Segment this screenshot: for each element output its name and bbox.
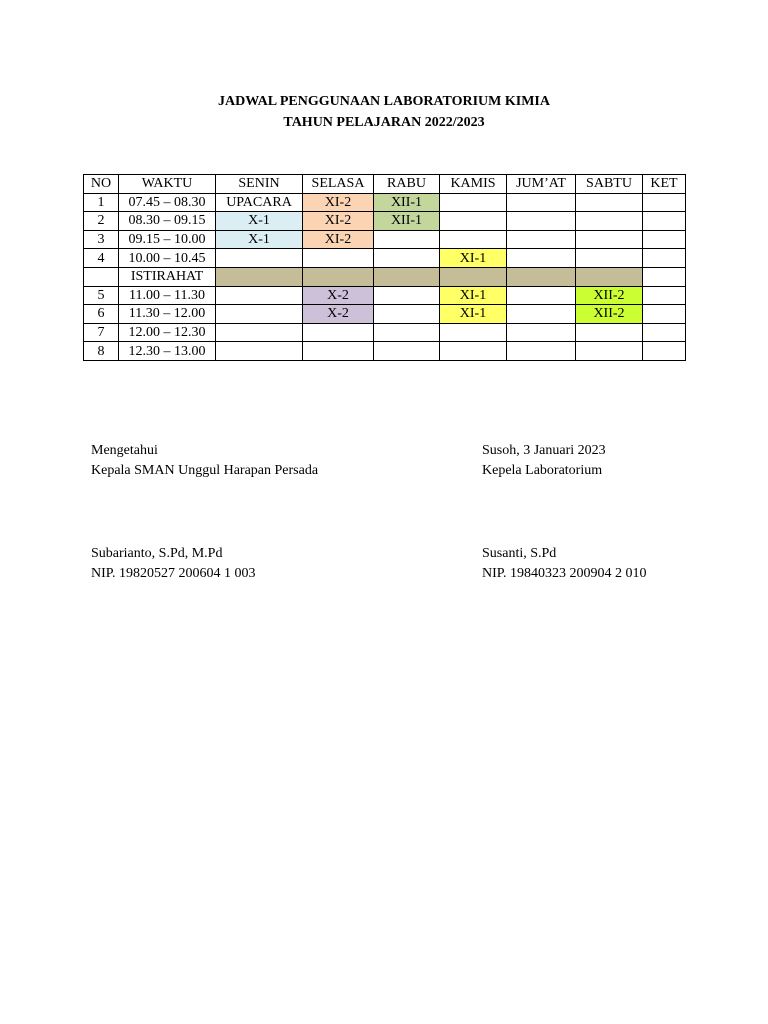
left-position-label: Kepala SMAN Unggul Harapan Persada bbox=[91, 463, 319, 478]
row-number: 8 bbox=[84, 342, 119, 361]
schedule-cell bbox=[576, 249, 643, 268]
schedule-cell bbox=[374, 305, 440, 324]
schedule-cell bbox=[440, 212, 507, 231]
time-cell: 08.30 – 09.15 bbox=[119, 212, 216, 231]
column-header: WAKTU bbox=[119, 175, 216, 194]
schedule-cell bbox=[303, 249, 374, 268]
row-number: 6 bbox=[84, 305, 119, 324]
schedule-cell bbox=[507, 230, 576, 249]
column-header: NO bbox=[84, 175, 119, 194]
column-header: SELASA bbox=[303, 175, 374, 194]
time-cell: 10.00 – 10.45 bbox=[119, 249, 216, 268]
schedule-cell bbox=[374, 342, 440, 361]
schedule-cell: X-1 bbox=[216, 230, 303, 249]
time-cell: 11.30 – 12.00 bbox=[119, 305, 216, 324]
schedule-cell bbox=[643, 305, 686, 324]
schedule-cell bbox=[440, 323, 507, 342]
schedule-cell bbox=[440, 267, 507, 286]
schedule-cell bbox=[507, 193, 576, 212]
document-title: JADWAL PENGGUNAAN LABORATORIUM KIMIA bbox=[217, 94, 550, 109]
left-signature-block bbox=[91, 441, 318, 481]
schedule-cell bbox=[576, 212, 643, 231]
schedule-cell bbox=[216, 323, 303, 342]
row-number: 5 bbox=[84, 286, 119, 305]
schedule-cell bbox=[576, 342, 643, 361]
schedule-cell bbox=[507, 249, 576, 268]
schedule-cell: XII-1 bbox=[374, 212, 440, 231]
schedule-cell bbox=[576, 267, 643, 286]
schedule-cell: XII-2 bbox=[576, 305, 643, 324]
schedule-cell: UPACARA bbox=[216, 193, 303, 212]
schedule-cell: XI-1 bbox=[440, 286, 507, 305]
column-header: KAMIS bbox=[440, 175, 507, 194]
schedule-cell bbox=[303, 323, 374, 342]
schedule-cell: X-1 bbox=[216, 212, 303, 231]
schedule-cell bbox=[440, 230, 507, 249]
schedule-cell bbox=[507, 286, 576, 305]
right-signer-nip: NIP. 19840323 200904 2 010 bbox=[482, 566, 647, 581]
table-row bbox=[84, 286, 686, 305]
table-row bbox=[84, 212, 686, 231]
row-number: 7 bbox=[84, 323, 119, 342]
row-number: 1 bbox=[84, 193, 119, 212]
left-signer-nip: NIP. 19820527 200604 1 003 bbox=[91, 566, 256, 581]
schedule-cell: XI-2 bbox=[303, 230, 374, 249]
schedule-cell: XI-2 bbox=[303, 193, 374, 212]
schedule-cell: XI-1 bbox=[440, 249, 507, 268]
schedule-cell bbox=[507, 305, 576, 324]
schedule-cell bbox=[507, 212, 576, 231]
schedule-cell bbox=[374, 249, 440, 268]
schedule-cell bbox=[576, 193, 643, 212]
schedule-cell bbox=[440, 342, 507, 361]
row-number: 3 bbox=[84, 230, 119, 249]
right-signature-block bbox=[482, 441, 606, 481]
column-header: KET bbox=[643, 175, 686, 194]
table-row bbox=[84, 267, 686, 286]
table-row bbox=[84, 193, 686, 212]
schedule-cell bbox=[576, 230, 643, 249]
left-signer-name: Subarianto, S.Pd, M.Pd bbox=[91, 546, 223, 561]
time-cell: 07.45 – 08.30 bbox=[119, 193, 216, 212]
schedule-cell bbox=[440, 193, 507, 212]
column-header: SABTU bbox=[576, 175, 643, 194]
header-row bbox=[84, 175, 686, 194]
schedule-cell bbox=[216, 342, 303, 361]
schedule-cell bbox=[643, 267, 686, 286]
table-row bbox=[84, 230, 686, 249]
schedule-cell bbox=[374, 267, 440, 286]
table-row bbox=[84, 305, 686, 324]
right-place-date: Susoh, 3 Januari 2023 bbox=[482, 443, 606, 458]
left-acknowledge-label: Mengetahui bbox=[91, 443, 158, 458]
schedule-cell bbox=[643, 323, 686, 342]
column-header: JUM’AT bbox=[507, 175, 576, 194]
schedule-cell bbox=[374, 230, 440, 249]
schedule-cell bbox=[643, 342, 686, 361]
schedule-cell bbox=[643, 249, 686, 268]
time-cell: 11.00 – 11.30 bbox=[119, 286, 216, 305]
schedule-cell bbox=[507, 342, 576, 361]
schedule-cell bbox=[643, 286, 686, 305]
row-number bbox=[84, 267, 119, 286]
column-header: RABU bbox=[374, 175, 440, 194]
schedule-cell bbox=[576, 323, 643, 342]
column-header: SENIN bbox=[216, 175, 303, 194]
schedule-cell bbox=[216, 286, 303, 305]
schedule-cell: XII-1 bbox=[374, 193, 440, 212]
schedule-table bbox=[83, 174, 686, 361]
time-cell: 12.00 – 12.30 bbox=[119, 323, 216, 342]
schedule-cell bbox=[643, 230, 686, 249]
schedule-cell bbox=[507, 323, 576, 342]
schedule-cell: X-2 bbox=[303, 305, 374, 324]
table-row bbox=[84, 342, 686, 361]
time-cell: 09.15 – 10.00 bbox=[119, 230, 216, 249]
time-cell: ISTIRAHAT bbox=[119, 267, 216, 286]
table-row bbox=[84, 323, 686, 342]
schedule-cell: X-2 bbox=[303, 286, 374, 305]
schedule-cell bbox=[374, 286, 440, 305]
right-signer bbox=[482, 544, 647, 584]
schedule-cell bbox=[216, 267, 303, 286]
schedule-cell: XI-1 bbox=[440, 305, 507, 324]
schedule-cell bbox=[643, 193, 686, 212]
right-position-label: Kepela Laboratorium bbox=[482, 463, 603, 478]
row-number: 2 bbox=[84, 212, 119, 231]
schedule-cell bbox=[303, 342, 374, 361]
schedule-cell: XI-2 bbox=[303, 212, 374, 231]
row-number: 4 bbox=[84, 249, 119, 268]
left-signer bbox=[91, 544, 256, 584]
schedule-cell bbox=[643, 212, 686, 231]
schedule-cell bbox=[303, 267, 374, 286]
table-row bbox=[84, 249, 686, 268]
document-subtitle: TAHUN PELAJARAN 2022/2023 bbox=[283, 115, 485, 130]
schedule-cell bbox=[216, 249, 303, 268]
schedule-cell bbox=[507, 267, 576, 286]
right-signer-name: Susanti, S.Pd bbox=[482, 546, 557, 561]
schedule-cell bbox=[374, 323, 440, 342]
schedule-cell: XII-2 bbox=[576, 286, 643, 305]
schedule-cell bbox=[216, 305, 303, 324]
time-cell: 12.30 – 13.00 bbox=[119, 342, 216, 361]
